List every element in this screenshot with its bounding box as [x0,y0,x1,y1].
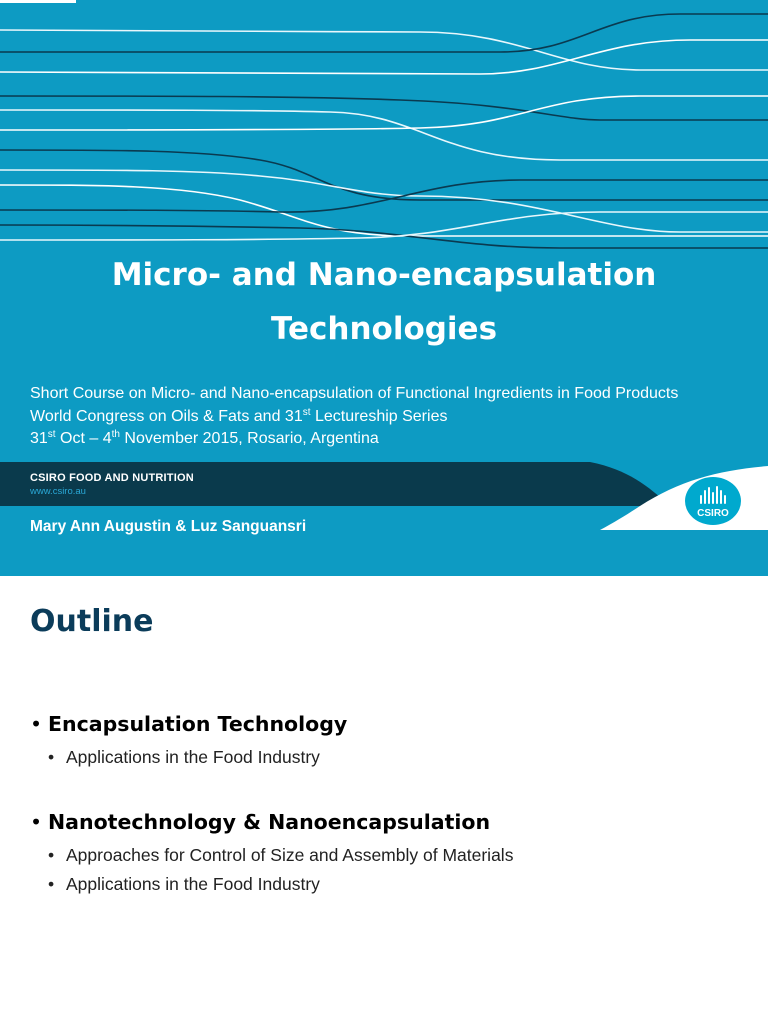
subtitle-line-1: Short Course on Micro- and Nano-encapsulation of Functional Ingredients in Food Products [30,385,679,402]
decorative-lines [0,0,768,260]
subbullet-label: Approaches for Control of Size and Assembly of Materials [66,845,514,865]
wave-line [0,14,768,52]
subtitle-line-2-tail: Lectureship Series [310,407,448,425]
bullet-marker: • [48,845,55,865]
bullet-label: Encapsulation Technology [48,712,348,736]
subbullet-applications [48,874,320,895]
bullet-marker: • [30,810,43,834]
bullet-marker: • [30,712,43,736]
outline-heading: Outline [30,604,154,639]
presentation-title [0,248,768,356]
subbullet-approaches [48,845,513,866]
wave-line [0,110,768,160]
bullet-marker: • [48,874,55,894]
wave-line [0,150,768,200]
wave-line [0,30,768,70]
org-url[interactable]: www.csiro.au [30,486,86,497]
subbullet-label: Applications in the Food Industry [66,747,320,767]
bullet-encapsulation-technology [30,712,347,736]
wave-line [0,96,768,130]
subtitle-line-3 [30,428,760,451]
ordinal-suffix: th [111,429,120,440]
date-location: November 2015, Rosario, Argentina [119,430,379,447]
subbullet-applications [48,747,320,768]
csiro-logo [684,476,742,526]
wave-line [0,40,768,74]
date-start-day: 31 [30,430,48,447]
wave-line [0,180,768,212]
outline-slide [0,576,768,1024]
org-name: CSIRO FOOD AND NUTRITION [30,472,194,484]
event-details [30,383,760,451]
ordinal-suffix: st [47,429,56,440]
title-line-2: Technologies [270,311,498,347]
bullet-label: Nanotechnology & Nanoencapsulation [48,810,491,834]
subtitle-line-2-text: World Congress on Oils & Fats and 31 [30,407,303,425]
ordinal-suffix: st [302,406,311,418]
date-range: Oct – 4 [55,430,112,447]
subbullet-label: Applications in the Food Industry [66,874,320,894]
bullet-nanotechnology [30,810,490,834]
subtitle-line-2 [30,406,760,429]
bullet-marker: • [48,747,55,767]
authors: Mary Ann Augustin & Luz Sanguansri [30,518,307,535]
wave-line [0,96,768,120]
title-line-1: Micro- and Nano-encapsulation [111,257,657,293]
logo-text: CSIRO [697,508,729,519]
